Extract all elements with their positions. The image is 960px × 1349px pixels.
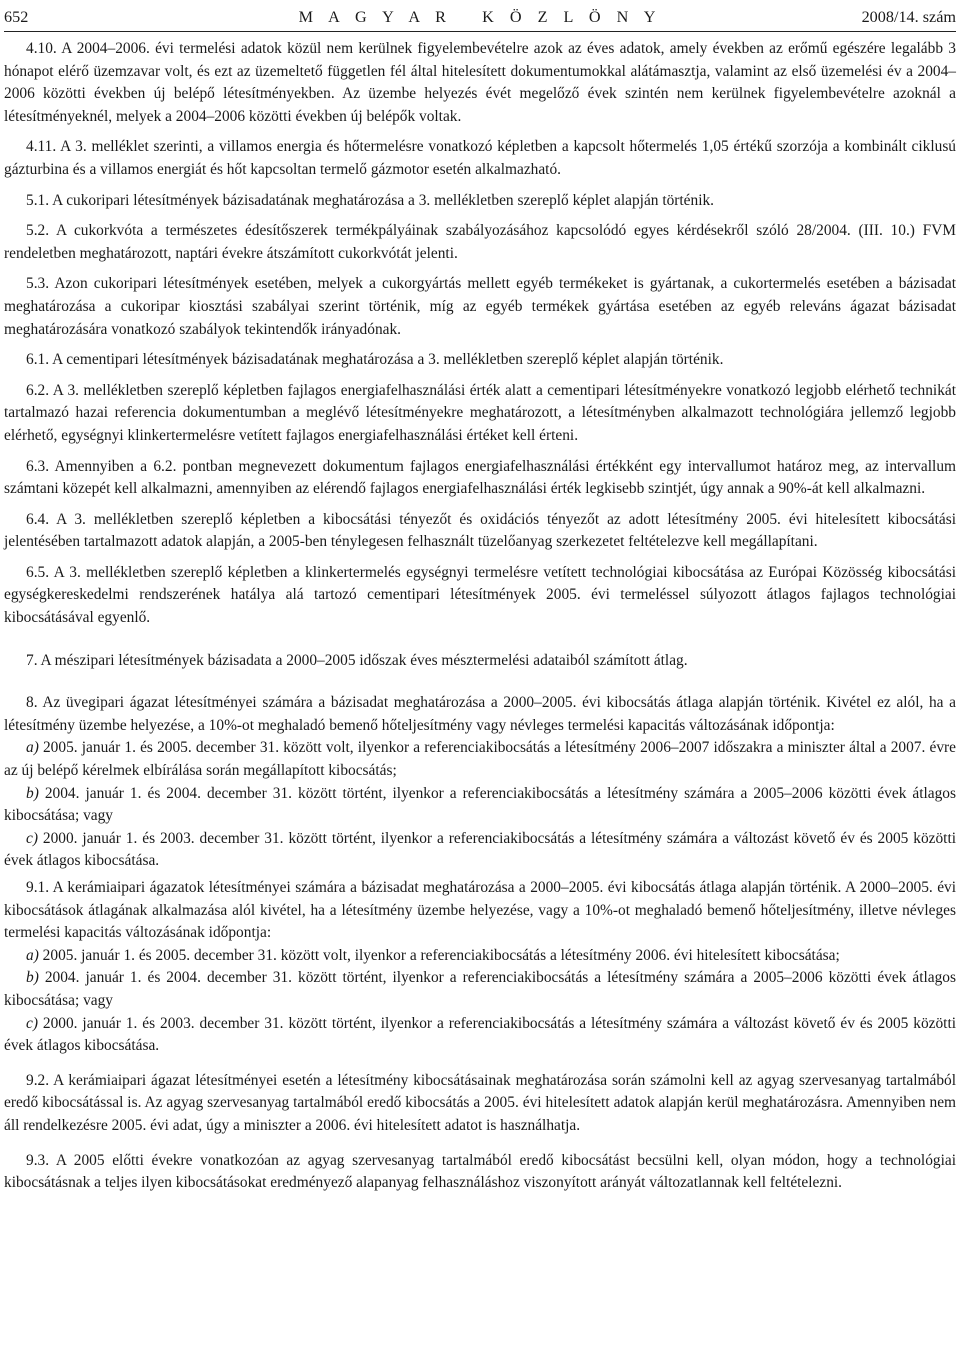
paragraph-4-11: 4.11. A 3. melléklet szerinti, a villamos energia és hőtermelésre vonatkozó képletben a kapcsolt hőtermelés 1,05 értékű szorzója a kombinált ciklusú gázturbina és a villamos energiát és hőt kapcsoltan termelő gázmotor esetén alkalmazható. bbox=[4, 138, 956, 178]
item-text: 2004. január 1. és 2004. december 31. között történt, ilyenkor a referenciakibocsátás a létesítmény számára a 2005–2006 közötti évek átlagos kibocsátása; vagy bbox=[4, 784, 956, 825]
item-text: 2004. január 1. és 2004. december 31. között történt, ilyenkor a referenciakibocsátás a létesítmény számára a 2005–2006 közötti évek átlagos kibocsátása; vagy bbox=[4, 969, 956, 1009]
paragraph-9-item-a bbox=[4, 945, 956, 968]
paragraph-9-3: 9.3. A 2005 előtti évekre vonatkozóan az agyag szervesanyag tartalmából eredő kibocsátást becsülni kell, olyan módon, hogy a technológiai kibocsátásnak a teljes ilyen kibocsátásokat eredményező alapanyag felhasználáshoz viszonyított arányát változatlannak kell feltételezni. bbox=[4, 1151, 956, 1192]
document-body bbox=[4, 38, 956, 1195]
paragraph-8-item-b bbox=[4, 783, 956, 828]
paragraph-9-2: 9.2. A kerámiaipari ágazat létesítményei esetén a létesítmény kibocsátásainak meghatározása során számolni kell az agyag szervesanyag tartalmából eredő kibocsátással is. Az agyag szervesanyag tartalmából eredő kibocsátás a 2005. évi hitelesített adatok alapján kerül meghatározásra. Amennyiben nem áll rendelkezésre 2005. évi adat, úgy a miniszter a 2006. évi hitelesített adatot is használhatja. bbox=[4, 1071, 956, 1134]
paragraph-5-3: 5.3. Azon cukoripari létesítmények esetében, melyek a cukorgyártás mellett egyéb termékeket is gyártanak, a cukortermelés esetében a bázisadat meghatározása a cukoripar kiosztási szabályai szerint történik, míg az egyéb termékek gyártása esetében az egyéb releváns ágazat bázisadat meghatározására vonatkozó szabályok tekintendők irányadónak. bbox=[4, 275, 956, 338]
paragraph-9-item-b bbox=[4, 967, 956, 1012]
item-text: 2005. január 1. és 2005. december 31. között volt, ilyenkor a referenciakibocsátás a létesítmény 2006–2007 időszakra a miniszter által a 2007. évre az új belépő kérelmek elbírálása során megállapított kibocsátás; bbox=[4, 739, 956, 780]
publication-title: M A G Y A R K Ö Z L Ö N Y bbox=[298, 8, 662, 26]
item-text: 2000. január 1. és 2003. december 31. között történt, ilyenkor a referenciakibocsátás a létesítmény számára a változást követő év és 2005 közötti évek átlagos kibocsátása. bbox=[4, 829, 956, 870]
paragraph-8-item-a bbox=[4, 737, 956, 782]
item-label: c) bbox=[26, 1014, 38, 1032]
paragraph-4-10: 4.10. A 2004–2006. évi termelési adatok közül nem kerülnek figyelembevételre azok az éves adatok, amely években az erőmű egészére legalább 3 hónapot elérő üzemzavar volt, és ezt az üzemeltető független fél által hitelesített dokumentumokkal alátámasztja, valamint az első üzemelési év a 2004–2006 közötti években új belépő létesítményekben. Az üzembe helyezés évét megelőző évek szintén nem kerülnek figyelembevételre azoknál a létesítményeknél, melyek a 2004–2006 közötti években új belépők voltak. bbox=[4, 40, 956, 125]
paragraph-5-1: 5.1. A cukoripari létesítmények bázisadatának meghatározása a 3. mellékletben szereplő képlet alapján történik. bbox=[26, 191, 715, 209]
paragraph-6-3: 6.3. Amennyiben a 6.2. pontban megnevezett dokumentum fajlagos energiafelhasználási értékként egy intervallumot határoz meg, az intervallum számtani közepét kell alkalmazni, amennyiben az elérendő fajlagos energiafelhasználási érték legkisebb szintjét, úgy annak a 90%-át kell alkalmazni. bbox=[4, 457, 956, 498]
paragraph-6-5: 6.5. A 3. mellékletben szereplő képletben a klinkertermelés egységnyi termelésre vetített technológiai kibocsátása az Európai Közösség kibocsátási egységkereskedelmi rendszerének hatálya alá tartozó cementipari létesítmények 2005. évi termeléssel súlyozott átlagos fajlagos technológiai kibocsátásával egyenlő. bbox=[4, 563, 956, 627]
page-header bbox=[4, 6, 956, 28]
paragraph-8-item-c bbox=[4, 828, 956, 873]
item-label: b) bbox=[26, 784, 39, 802]
paragraph-9-item-c bbox=[4, 1013, 956, 1058]
issue-number: 2008/14. szám bbox=[861, 8, 956, 26]
item-label: b) bbox=[26, 969, 39, 987]
item-text: 2005. január 1. és 2005. december 31. között volt, ilyenkor a referenciakibocsátás a létesítmény 2006. évi hitelesített kibocsátása; bbox=[38, 946, 840, 964]
page-number: 652 bbox=[4, 8, 29, 26]
paragraph-6-4: 6.4. A 3. mellékletben szereplő képletben a kibocsátási tényezőt és oxidációs tényezőt az adott létesítmény 2005. évi hitelesített kibocsátási jelentésében tartalmazott adatok alapján, a 2005-ben ténylegesen felhasznált tüzelőanyag szerkezetet feltételezve kell megállapítani. bbox=[4, 510, 956, 551]
paragraph-8: 8. Az üvegipari ágazat létesítményei számára a bázisadat meghatározása a 2000–2005. évi kibocsátás átlaga alapján történik. Kivétel ez alól, ha a létesítmény üzembe helyezése, a 10%-ot meghaladó bemenő hőteljesítmény vagy névleges termelési kapacitás változásának időpontja: bbox=[4, 694, 956, 734]
item-label: c) bbox=[26, 829, 38, 847]
item-label: a) bbox=[26, 946, 39, 964]
paragraph-6-1: 6.1. A cementipari létesítmények bázisadatának meghatározása a 3. mellékletben szereplő képlet alapján történik. bbox=[26, 351, 724, 369]
item-text: 2000. január 1. és 2003. december 31. között történt, ilyenkor a referenciakibocsátás a létesítmény számára a változást követő év és 2005 közötti évek átlagos kibocsátása. bbox=[4, 1014, 956, 1055]
header-divider bbox=[4, 31, 956, 32]
paragraph-6-2: 6.2. A 3. mellékletben szereplő képletben fajlagos energiafelhasználási érték alatt a cementipari létesítményekre vonatkozó legjobb elérhető technikát tartalmazó hazai referencia dokumentumban a meglévő létesítményekre meghatározott, a létesítményben alkalmazott technológiára jellemző legjobb elérhető, egységnyi klinkertermelésre vetített fajlagos energiafelhasználási értéket kell érteni. bbox=[4, 381, 956, 444]
paragraph-5-2: 5.2. A cukorkvóta a természetes édesítőszerek termékpályáinak szabályozásához kapcsolódó egyes kérdésekről szóló 28/2004. (III. 10.) FVM rendeletben meghatározott, naptári évekre átszámított cukorkvótát jelenti. bbox=[4, 222, 956, 262]
paragraph-9-1: 9.1. A kerámiaipari ágazatok létesítményei számára a bázisadat meghatározása a 2000–2005. évi kibocsátás átlaga alapján történik. A 2000–2005. évi kibocsátások átlagának alkalmazása alól kivétel, ha a létesítmény üzembe helyezése, vagy a 10%-ot meghaladó bemenő hőteljesítmény, illetve névleges termelési kapacitás változásának időpontja: bbox=[4, 879, 956, 942]
item-label: a) bbox=[26, 739, 39, 757]
paragraph-7: 7. A mészipari létesítmények bázisadata a 2000–2005 időszak éves mésztermelési adataiból számított átlag. bbox=[26, 651, 688, 669]
